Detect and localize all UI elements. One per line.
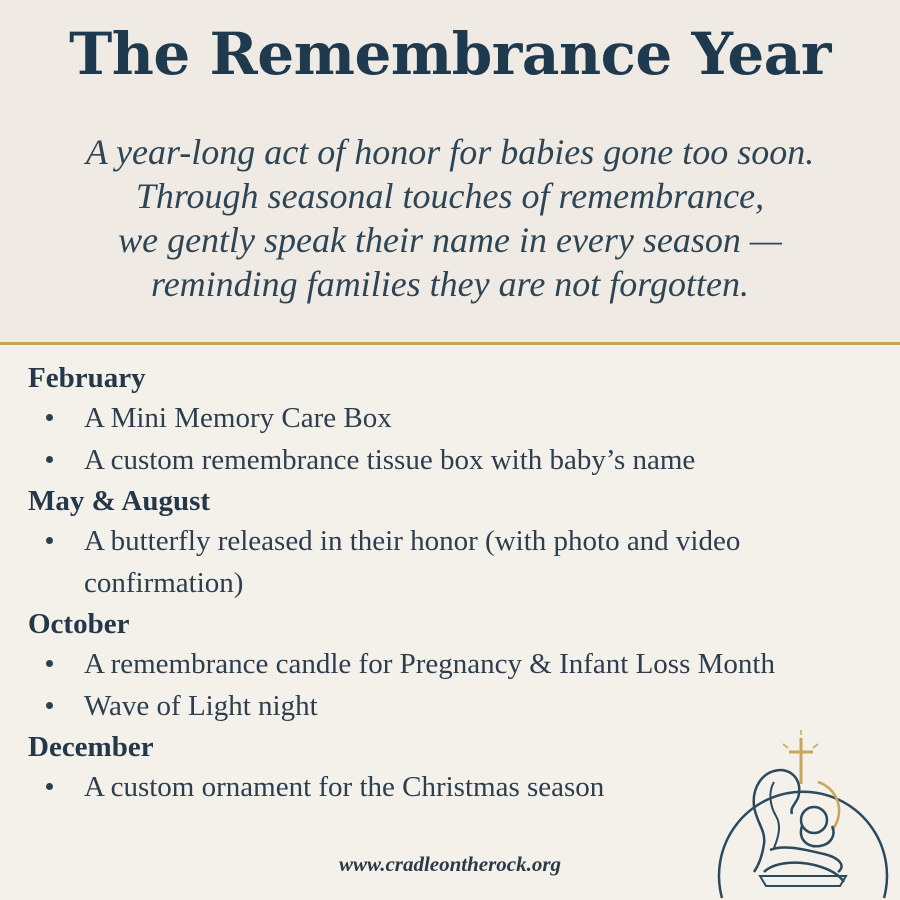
month-heading-february: February <box>28 362 146 394</box>
list-item-text: A butterfly released in their honor (with photo and video confirmation) <box>84 525 741 599</box>
list-item <box>28 685 874 727</box>
list-item <box>28 397 874 439</box>
october-items <box>28 643 888 727</box>
list-item-text: A Mini Memory Care Box <box>84 402 392 434</box>
page-title: The Remembrance Year <box>69 20 831 88</box>
list-item <box>28 520 874 604</box>
website-link[interactable]: www.cradleontherock.org <box>338 852 562 876</box>
gold-divider <box>0 342 900 345</box>
month-heading-may-august: May & August <box>28 485 211 517</box>
header-panel <box>0 0 900 342</box>
subtitle-line: A year-long act of honor for babies gone too soon. <box>85 132 815 172</box>
subtitle-line: we gently speak their name in every season — <box>118 220 782 260</box>
bullet-icon <box>46 456 53 463</box>
subtitle-line: reminding families they are not forgotten. <box>151 264 749 304</box>
month-heading-october: October <box>28 608 130 640</box>
list-item-text: A custom remembrance tissue box with baby’s name <box>84 444 696 476</box>
bullet-icon <box>46 414 53 421</box>
february-items <box>28 397 888 481</box>
bullet-icon <box>46 783 53 790</box>
list-item-text: A remembrance candle for Pregnancy & Infant Loss Month <box>84 648 775 680</box>
bullet-icon <box>46 660 53 667</box>
bullet-icon <box>46 537 53 544</box>
may-august-items <box>28 520 888 604</box>
list-item-text: A custom ornament for the Christmas season <box>84 771 605 803</box>
bullet-icon <box>46 702 53 709</box>
list-item-text: Wave of Light night <box>84 690 318 722</box>
subtitle-line: Through seasonal touches of remembrance, <box>135 176 765 216</box>
subtitle <box>40 130 860 306</box>
list-item <box>28 643 874 685</box>
month-heading-december: December <box>28 731 154 763</box>
list-item <box>28 439 874 481</box>
